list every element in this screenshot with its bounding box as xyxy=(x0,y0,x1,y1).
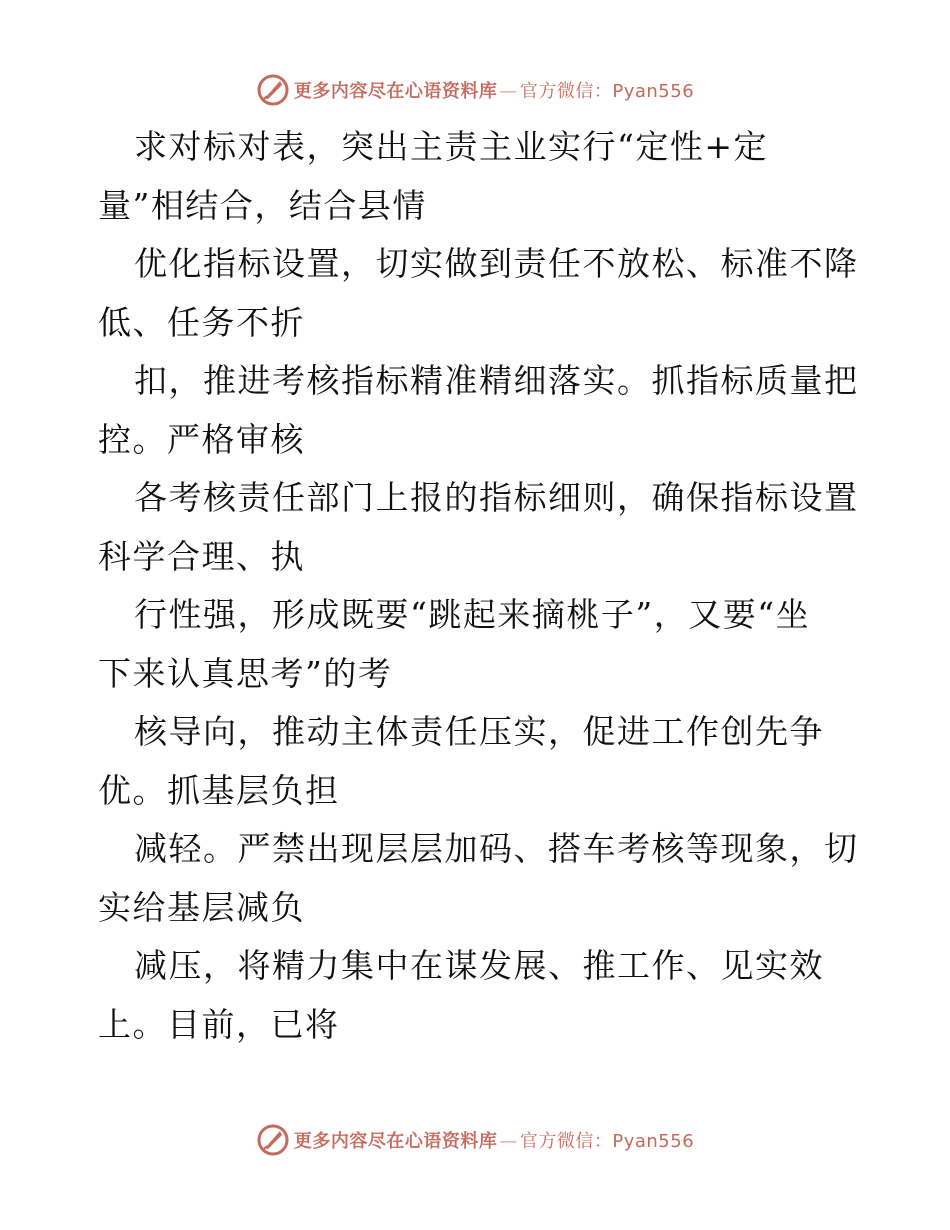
text-line: 优化指标设置，切实做到责任不放松、标准不降 xyxy=(134,244,859,283)
text-line: 减压，将精力集中在谋发展、推工作、见实效 xyxy=(134,946,824,985)
text-line: 扣，推进考核指标精准精细落实。抓指标质量把 xyxy=(134,361,859,400)
document-body xyxy=(98,118,858,1054)
watermark-wechat-label: 官方微信： xyxy=(519,1131,613,1152)
text-line: 核导向，推动主体责任压实，促进工作创先争 xyxy=(134,712,824,751)
watermark-wechat-label: 官方微信： xyxy=(519,81,613,102)
watermark-main: 更多内容尽在心语资料库 xyxy=(293,81,498,102)
watermark-text xyxy=(294,1127,694,1153)
text-line: 低、任务不折 xyxy=(98,302,305,342)
text-line: 实给基层减负 xyxy=(98,887,305,927)
text-line: 量”相结合，结合县情 xyxy=(98,185,427,225)
text-line: 各考核责任部门上报的指标细则，确保指标设置 xyxy=(134,478,859,517)
feather-pen-logo-icon xyxy=(256,73,290,107)
watermark-text xyxy=(294,77,694,103)
watermark-wechat-id: Pyan556 xyxy=(612,1131,695,1152)
feather-pen-logo-icon xyxy=(256,1123,290,1157)
watermark-dash: — xyxy=(499,81,518,102)
text-line: 行性强，形成既要“跳起来摘桃子”，又要“坐 xyxy=(134,595,811,634)
text-line: 科学合理、执 xyxy=(98,536,305,576)
header-watermark xyxy=(0,70,950,110)
footer-watermark xyxy=(0,1120,950,1160)
watermark-main: 更多内容尽在心语资料库 xyxy=(293,1131,498,1152)
text-line: 上。目前，已将 xyxy=(98,1004,340,1044)
text-line: 减轻。严禁出现层层加码、搭车考核等现象，切 xyxy=(134,829,859,868)
text-line: 优。抓基层负担 xyxy=(98,770,340,810)
text-line: 控。严格审核 xyxy=(98,419,305,459)
text-line: 下来认真思考”的考 xyxy=(98,653,393,693)
watermark-dash: — xyxy=(499,1131,518,1152)
watermark-wechat-id: Pyan556 xyxy=(612,81,695,102)
text-line: 求对标对表，突出主责主业实行“定性+定 xyxy=(134,127,769,166)
